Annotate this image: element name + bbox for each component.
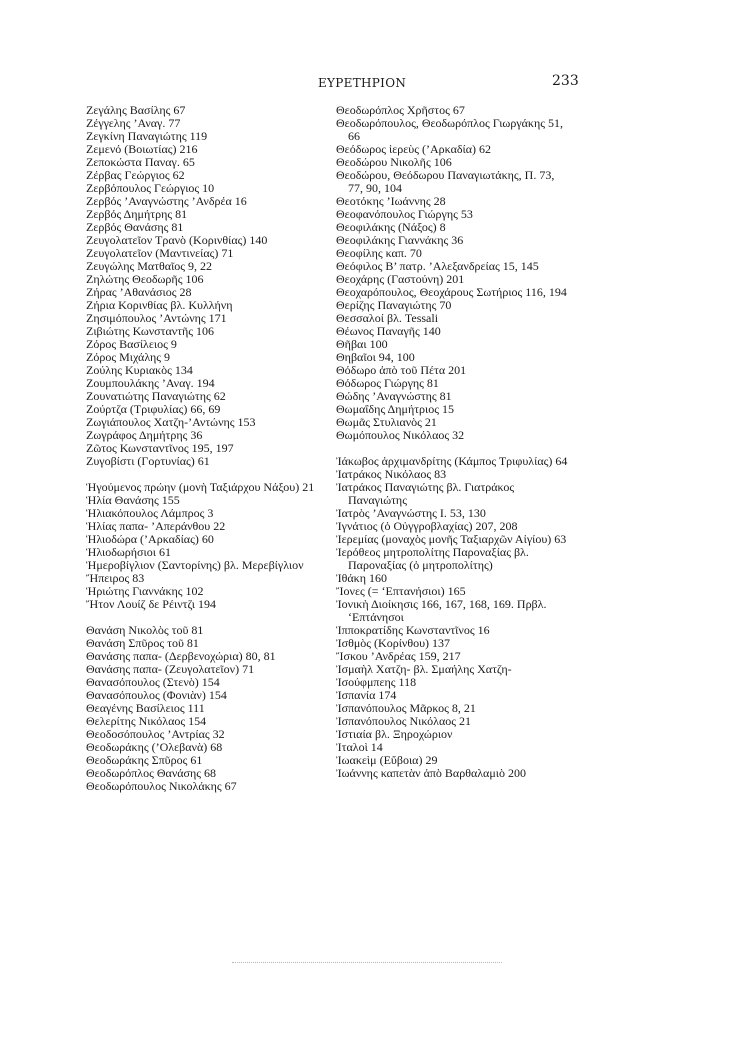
index-entry: Ἰερεμίας (μοναχὸς μονῆς Ταξιαρχῶν Αἰγίου) 63 [336,532,567,546]
index-entry: Ἱπποκρατίδης Κωνσταντῖνος 16 [336,623,490,637]
index-entry: Ἰσπανόπουλος Νικόλαος 21 [336,714,471,728]
index-entry: Ἰγνάτιος (ὁ Οὐγγροβλαχίας) 207, 208 [336,519,518,533]
index-entry: Θερίζης Παναγιώτης 70 [336,298,452,312]
index-entry: Θεαγένης Βασίλειος 111 [86,701,205,715]
index-entry: Ἡλιακόπουλος Λάμπρος 3 [86,506,214,520]
page-number: 233 [552,73,579,89]
index-entry: Ἤτον Λουίζ δε Ρέιντζι 194 [86,597,216,611]
index-entry: Ἰσπανόπουλος Μᾶρκος 8, 21 [336,701,476,715]
index-entry: Θόδωρος Γιώργης 81 [336,376,439,390]
index-entry: Ἰάκωβος ἀρχιμανδρίτης (Κάμπος Τριφυλίας) 64 [336,454,568,468]
index-entry: Θώδης ’Αναγνώστης 81 [336,389,452,403]
index-entry: Θηβαῖοι 94, 100 [336,350,415,364]
index-entry: Ἰταλοὶ 14 [336,740,383,754]
index-entry: Ἰσμαὴλ Χατζη- βλ. Σμαήλης Χατζη- [336,662,512,676]
index-entry: Θεοφίλης καπ. 70 [336,246,422,260]
index-entry: Ζέγγελης ’Αναγ. 77 [86,116,181,130]
index-entry: Ζησιμόπουλος ’Αντώνης 171 [86,311,227,325]
index-entry: Θεοχαρόπουλος, Θεοχάρους Σωτήριος 116, 194 [336,285,567,299]
index-entry: Θανάση Σπῦρος τοῦ 81 [86,636,199,650]
index-entry: Ζεμενό (Βοιωτίας) 216 [86,142,198,156]
index-entry: Ἴονες (= ‘Επτανήσιοι) 165 [336,584,466,598]
index-entry: Ἡλιοδωρήσιοι 61 [86,545,171,559]
index-entry: Ζόρος Μιχάλης 9 [86,350,171,364]
index-entry: Ἤπειρος 83 [86,571,145,585]
index-entry: Ζυγοβίστι (Γορτυνίας) 61 [86,454,210,468]
index-entry: Ζήρας ’Αθανάσιος 28 [86,285,192,299]
index-entry: Ἡριώτης Γιαννάκης 102 [86,584,204,598]
index-entry: Θεόφιλος Β’ πατρ. ’Αλεξανδρείας 15, 145 [336,259,539,273]
index-column-right [336,104,568,780]
index-entry: Θεοδοσόπουλος ’Αντρίας 32 [86,727,225,741]
index-entry: Θεοφανόπουλος Γιώργης 53 [336,207,473,221]
index-entry: Θεοφιλάκης (Νάξος) 8 [336,220,446,234]
index-entry: Ἰσθμὸς (Κορίνθου) 137 [336,636,451,650]
index-entry: Ζεποκώστα Παναγ. 65 [86,155,195,169]
running-head-title: ΕΥΡΕΤΗΡΙΟΝ [318,76,407,90]
index-entry: Ζεγκίνη Παναγιώτης 119 [86,129,208,143]
index-entry: Θωμαΐδης Δημήτριος 15 [336,402,455,416]
index-entry: Ἰωάννης καπετὰν ἀπὸ Βαρθαλαμιὸ 200 [336,766,526,780]
bottom-rule [232,962,502,963]
index-entry: Ζερβός Θανάσης 81 [86,220,184,234]
index-entry: Ἰερόθεος μητροπολίτης Παροναξίας βλ. Παροναξίας (ὁ μητροπολίτης) [336,545,529,572]
index-entry: Θεοχάρης (Γαστούνη) 201 [336,272,465,286]
index-entry: Ἡμεροβίγλιον (Σαντορίνης) βλ. Μερεβίγλιον [86,558,304,572]
index-entry: Ἱστιαία βλ. Ξηροχώριον [336,727,453,741]
index-entry: Θῆβαι 100 [336,337,388,351]
index-letter-group [336,104,568,442]
index-entry: Ζωγιάπουλος Χατζη-’Αντώνης 153 [86,415,256,429]
index-entry: Ζουνατιώτης Παναγιώτης 62 [86,389,226,403]
index-entry: Ζόρος Βασίλειος 9 [86,337,177,351]
index-letter-group [336,455,568,780]
index-entry: Θελερίτης Νικόλαος 154 [86,714,207,728]
index-entry: Θεσσαλοί βλ. Tessali [336,311,439,325]
index-entry: Ἡγούμενος πρώην (μονὴ Ταξιάρχου Νάξου) 21 [86,480,315,494]
index-entry: Θεόδωρος ἱερεὺς (’Αρκαδία) 62 [336,142,492,156]
index-entry: Θεοδωρόπουλος Νικολάκης 67 [86,779,237,793]
index-letter-group [86,624,318,793]
index-entry: Θεοτόκης ’Ιωάννης 28 [336,194,446,208]
index-entry: Ζευγώλης Ματθαῖος 9, 22 [86,259,213,273]
index-entry: Ζευγολατεῖον (Μαντινείας) 71 [86,246,234,260]
index-entry: Ζέρβας Γεώργιος 62 [86,168,185,182]
index-entry: Ἴσκου ’Ανδρέας 159, 217 [336,649,461,663]
index-entry: Θεοφιλάκης Γιαννάκης 36 [336,233,464,247]
index-entry: Ζερβόπουλος Γεώργιος 10 [86,181,215,195]
index-entry: Ζερβός Δημήτρης 81 [86,207,188,221]
index-entry: Ἰατρὸς ’Αναγνώστης Ι. 53, 130 [336,506,486,520]
index-entry: Ζερβός ’Αναγνώστης ’Ανδρέα 16 [86,194,247,208]
index-entry: Ἰατράκος Νικόλαος 83 [336,467,447,481]
index-entry: Θανάσης παπα- (Δερβενοχώρια) 80, 81 [86,649,276,663]
index-entry: Ζουμπουλάκης ’Αναγ. 194 [86,376,215,390]
index-entry: Ζεγάλης Βασίλης 67 [86,103,186,117]
index-entry: Ζούρτζα (Τριφυλίας) 66, 69 [86,402,221,416]
index-entry: Θέωνος Παναγῆς 140 [336,324,441,338]
index-entry: Θανασόπουλος (Στενὸ) 154 [86,675,220,689]
index-entry: Θεοδωράκης (’Ολεβανὰ) 68 [86,740,223,754]
index-entry: Θεοδώρου, Θεόδωρου Παναγιωτάκης, Π. 73, 77, 90, 104 [336,168,555,195]
index-entry: Ζευγολατεῖον Τρανὸ (Κορινθίας) 140 [86,233,268,247]
index-letter-group [86,104,318,468]
index-entry: Ζηλώτης Θεοδωρῆς 106 [86,272,204,286]
index-entry: Ζήρια Κορινθίας βλ. Κυλλήνη [86,298,233,312]
index-entry: Θεοδώρου Νικολῆς 106 [336,155,452,169]
index-entry: Ἰθάκη 160 [336,571,387,585]
index-entry: Ἡλίας παπα- ’Απεράνθου 22 [86,519,226,533]
index-entry: Ἡλία Θανάσης 155 [86,493,180,507]
index-entry: Ζούλης Κυριακὸς 134 [86,363,193,377]
index-entry: Ζιβιώτης Κωνσταντῆς 106 [86,324,215,338]
index-entry: Ἡλιοδώρα (’Αρκαδίας) 60 [86,532,214,546]
index-entry: Θεοδωρόπλος Θανάσης 68 [86,766,217,780]
index-entry: Ζωγράφος Δημήτρης 36 [86,428,203,442]
index-entry: Θωμόπουλος Νικόλαος 32 [336,428,465,442]
index-entry: Θεοδωρόπουλος, Θεοδωρόπλος Γιωργάκης 51, 66 [336,116,563,143]
index-entry: Θεοδωρόπλος Χρῆστος 67 [336,103,465,117]
index-entry: Θανάση Νικολὸς τοῦ 81 [86,623,204,637]
index-column-left [86,104,318,793]
index-entry: Θωμᾶς Στυλιανὸς 21 [336,415,437,429]
index-entry: Ἰωακεὶμ (Εὔβοια) 29 [336,753,438,767]
index-entry: Ζῶτος Κωνσταντῖνος 195, 197 [86,441,234,455]
index-entry: Ἰονικὴ Διοίκησις 166, 167, 168, 169. Πρβλ. ‘Επτάνησοι [336,597,547,624]
index-entry: Θεοδωράκης Σπῦρος 61 [86,753,203,767]
index-entry: Ἰατράκος Παναγιώτης βλ. Γιατράκος Παναγιώτης [336,480,515,507]
index-entry: Θανάσης παπα- (Ζευγολατεῖον) 71 [86,662,255,676]
index-letter-group [86,481,318,611]
index-entry: Ἰσούφμπεης 118 [336,675,417,689]
index-entry: Θανασόπουλος (Φονιὰν) 154 [86,688,227,702]
index-entry: Θόδωρο ἀπὸ τοῦ Πέτα 201 [336,363,467,377]
index-entry: Ἰσπανία 174 [336,688,397,702]
